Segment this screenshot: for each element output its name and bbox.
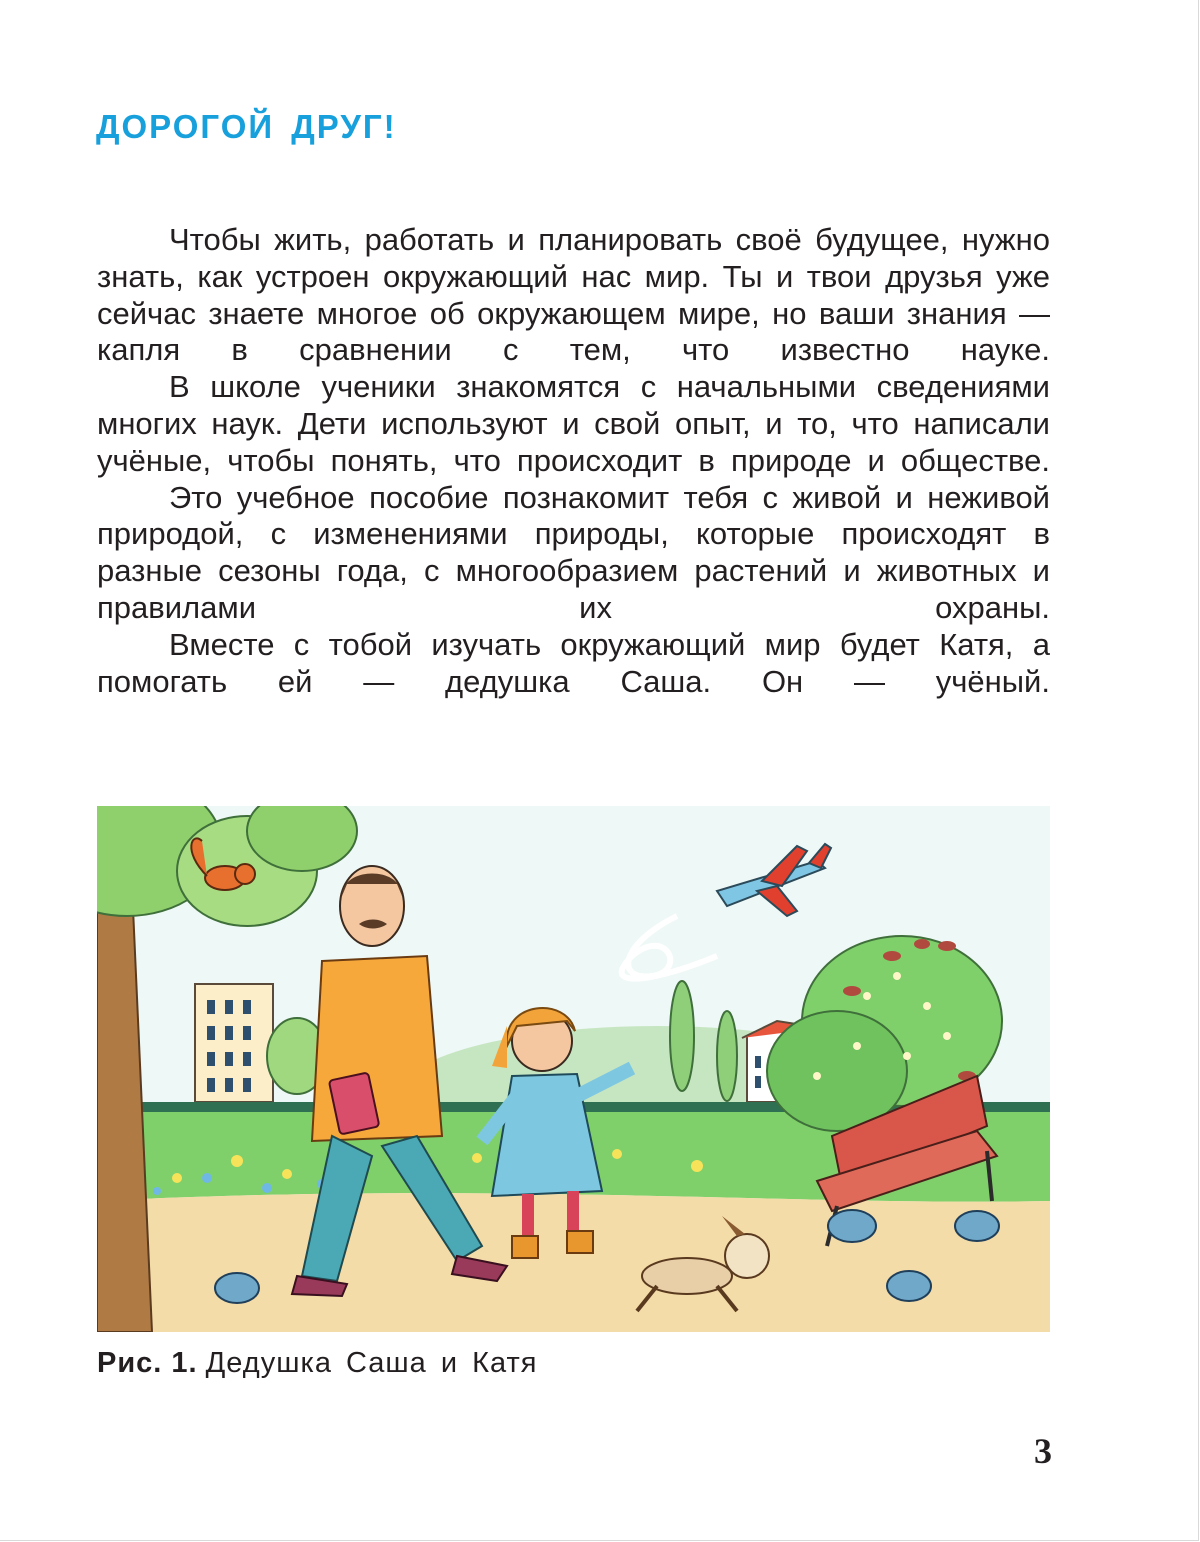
page-heading: ДОРОГОЙ ДРУГ! <box>96 108 397 145</box>
paragraph-3: Это учебное пособие познакомит тебя с живой и неживой природой, с изменениями природы, которые происходят в разные сезоны года, с многообразием растений и животных и правилами их охраны. <box>97 479 1050 625</box>
poplar-tree <box>717 1011 737 1101</box>
apartment-building <box>195 984 273 1102</box>
figure-caption-text: Дедушка Саша и Катя <box>205 1347 538 1379</box>
poplar-tree <box>670 981 694 1091</box>
page-number: 3 <box>1034 1431 1052 1471</box>
paragraph-2: В школе ученики знакомятся с начальными сведениями многих наук. Дети используют и свой опыт, и то, что написали учёные, чтобы понять, что происходит в природе и обществе. <box>97 369 1050 478</box>
figure-caption <box>97 1347 537 1380</box>
body-text <box>97 222 1050 700</box>
figure-label: Рис. 1. <box>97 1347 198 1379</box>
paragraph-4: Вместе с тобой изучать окружающий мир будет Катя, а помогать ей — дедушка Саша. Он — учёный. <box>97 626 1050 699</box>
illustration-grandpa-and-katya <box>97 806 1050 1332</box>
paragraph-1: Чтобы жить, работать и планировать своё будущее, нужно знать, как устроен окружающий нас мир. Ты и твои друзья уже сейчас знаете многое об окружающем мире, но ваши знания — капля в сравнении с тем, что известно науке. <box>97 222 1050 368</box>
